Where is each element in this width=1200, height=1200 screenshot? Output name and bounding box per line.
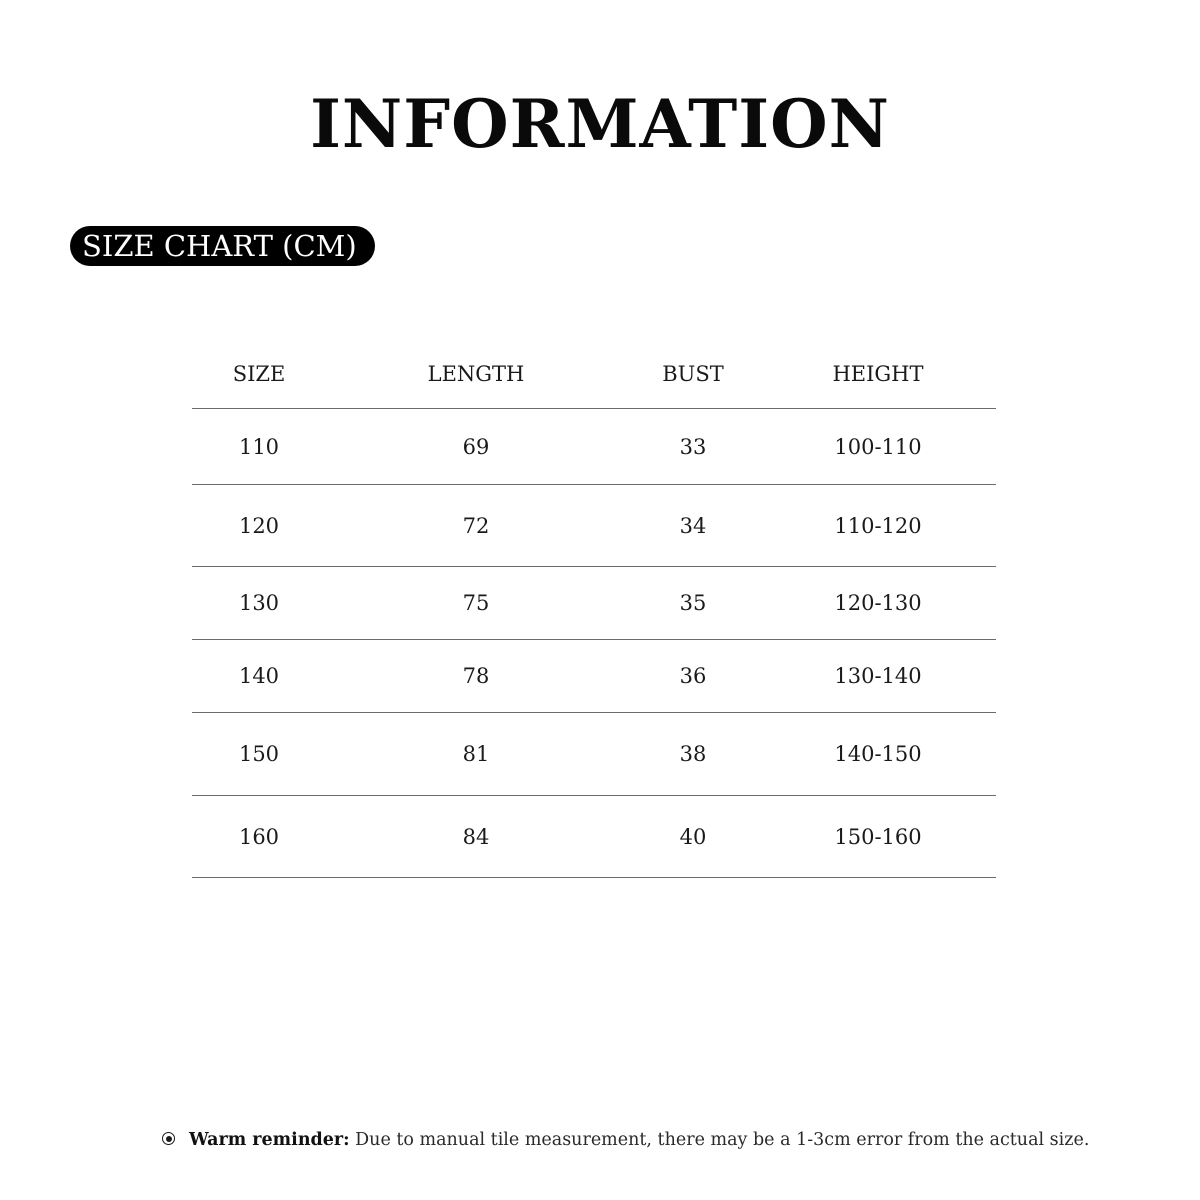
cell-length: 84 [326,796,626,878]
cell-length: 69 [326,409,626,485]
table-row [192,713,996,796]
header-bust: BUST [626,340,760,409]
cell-bust: 36 [626,640,760,713]
cell-height: 130-140 [760,640,996,713]
cell-bust: 33 [626,409,760,485]
radio-bullet-icon [162,1132,175,1145]
table-row [192,567,996,640]
table-row [192,796,996,878]
cell-height: 110-120 [760,485,996,567]
table-row [192,485,996,567]
page-title: INFORMATION [310,85,890,163]
cell-height: 120-130 [760,567,996,640]
cell-length: 78 [326,640,626,713]
reminder-label: Warm reminder: [189,1130,350,1150]
table-header-row [192,340,996,409]
cell-size: 140 [192,640,326,713]
cell-height: 150-160 [760,796,996,878]
size-chart-table [192,340,996,878]
cell-bust: 38 [626,713,760,796]
cell-size: 160 [192,796,326,878]
warm-reminder-note [162,1126,1089,1154]
cell-length: 81 [326,713,626,796]
cell-length: 72 [326,485,626,567]
cell-height: 100-110 [760,409,996,485]
table-row [192,409,996,485]
cell-bust: 35 [626,567,760,640]
cell-size: 120 [192,485,326,567]
size-chart-badge: SIZE CHART (CM) [70,226,375,266]
table-row [192,640,996,713]
header-size: SIZE [192,340,326,409]
header-length: LENGTH [326,340,626,409]
header-height: HEIGHT [760,340,996,409]
cell-size: 150 [192,713,326,796]
cell-length: 75 [326,567,626,640]
cell-size: 110 [192,409,326,485]
cell-size: 130 [192,567,326,640]
reminder-text: Due to manual tile measurement, there may be a 1-3cm error from the actual size. [349,1130,1090,1150]
cell-height: 140-150 [760,713,996,796]
cell-bust: 34 [626,485,760,567]
cell-bust: 40 [626,796,760,878]
